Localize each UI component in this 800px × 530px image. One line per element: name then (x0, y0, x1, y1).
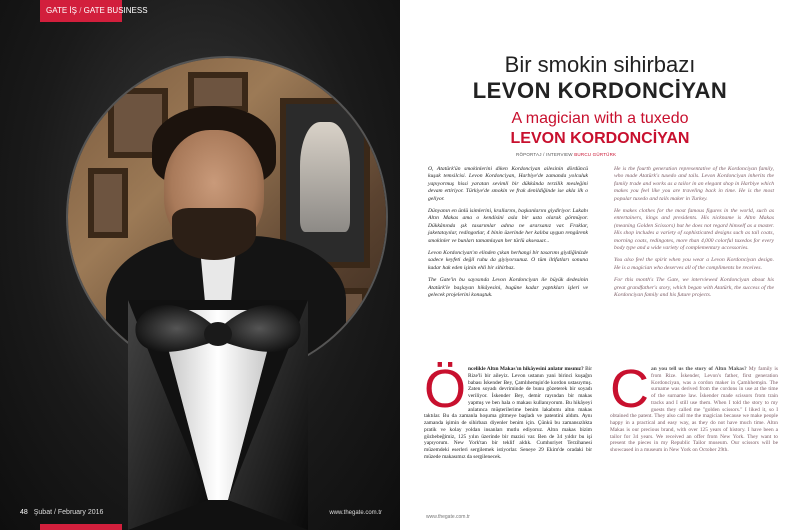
section-separator: / (79, 6, 82, 15)
interview-question: ncelikle Altın Makas'ın hikâyesini anlatır mısınız? (468, 366, 584, 372)
tuxedo-bowtie-graphic (88, 300, 348, 530)
section-tag-en: GATE BUSINESS (83, 6, 148, 15)
footer-site-left: www.thegate.com.tr (329, 510, 382, 516)
intro-paragraph: He makes clothes for the most famous figures in the world, such as entertainers, kings and presidents. His nickname is Altın Makas (meaning Golden Scissors) but he does not regard himself as a master. His shop includes a variety of sophisticated designs such as tail coats, morning coats, redingotes, more than 4,000 colorful tuxedos for every body type and a wide variety of complementary accessories. (614, 208, 774, 252)
bottom-accent-bar (40, 524, 122, 530)
byline-label: RÖPORTAJ / INTERVIEW (516, 152, 573, 157)
page-number: 48 (20, 509, 28, 516)
title-turkish-name: LEVON KORDONCİYAN (472, 78, 728, 103)
body-turkish (424, 359, 592, 461)
intro-english (614, 166, 774, 305)
title-turkish: Bir smokin sihirbazı (504, 52, 696, 77)
body-english (610, 359, 778, 454)
footer-left (20, 509, 103, 516)
title-english-name: LEVON KORDONCİYAN (510, 130, 690, 147)
interview-answer: My family is from Rize. İskender, Levon's father, first generation Kordonciyan, was a cordon maker in Çamlıhemşin. The surname was derived from the cordons in use at the time of the surname law. İskender made scissors from train tracks and I still use them. When I told the story to my guests they called me "golden scissors." I liked it, so I obtained the patent. They also call me the magician because we make people happy in a practical and easy way, as they do not have much time. Altın Makas is our precious brand, with over 125 years of history. I have been a tailor for 34 years. We received an offer from New York. They want to present the pieces in my Republic Tailor museum. Our scissors will be showcased in a museum in New York on October 29th. (610, 366, 778, 453)
drop-cap: C (610, 359, 649, 419)
byline-author: BURCU GÜRTÜRK (574, 152, 617, 157)
drop-cap: Ö (424, 359, 467, 419)
intro-paragraph: The Gate'in bu sayısında Levon Kordonciyan ile büyük dedesinin Atatürk'le başlayan hikâyesini, bugüne kadar yaptıkları işleri ve gelecek projelerini konuştuk. (428, 277, 588, 299)
title-english: A magician with a tuxedo (511, 110, 689, 127)
intro-paragraph: For this month's The Gate, we interviewed Kordonciyan about his great grandfather's story, which began with Atatürk, the success of the Kordonciyan family and his future projects. (614, 277, 774, 299)
section-tag-tr: GATE İŞ (46, 6, 77, 15)
intro-paragraph: He is the fourth generation representative of the Kordonciyan family, who made Atatürk's tuxedo and tails. Levon Kordonciyan inherits the family trade and works as a tailor in an elegant shop in Harbiye which makes you feel like you are traveling back in time. He is the most popular tuxedo and tails maker in Turkey. (614, 166, 774, 202)
footer-site-right: www.thegate.com.tr (426, 514, 470, 520)
right-page (400, 0, 800, 530)
interview-answer: Bir Rize'li bir aileyiz. Levon ustanın yani birinci kuşağın babası İskender Bey, Çamlıhemşin'de kordon ustasıymış. Zaten soyadı devriminde de bunu gözeterek bir soyadı veriliyor. İskender Bey, demir rayından bir makas yapmış ve ben hala o makası kullanıyorum. Bu hikâyeyi anlatınca müşterilerime benim lakabımı altın makas taktılar. Bu da zamanla hoşuma gitmeye başladı ve patentini aldım. Aynı zamanda işimin de sihirbazı diyenler benim için. Çünkü bu zamansızlıkta pratik ve kolay yoldan insanları mutlu ediyoruz. Altın makas bizim gözbebeğimiz, 125 yılın üzerinde bir mazisi var. Ben de 34 yıldır bu işi yapıyorum. New York'tan bir teklif aldık. Cumhuriyet Terzihanesi müzemdeki eserleri sergilemek istiyorlar. Seneye 29 Ekim'de oradaki bir müzede makasımız da sergilenecek. (424, 366, 592, 460)
intro-paragraph: Dünyanın en ünlü isimlerini, krallarını, başkanlarını giydiriyor. Lakabı Altın Makas ama o kendisini asla bir usta olarak görmüyor. Dükkânında şık tasarımlar adına ne ararsanız var. Fraklar, jaketatayılar, redingotlar, 4 binin üzerinde her kalıba uygun rengârenk smokinler ve bunları tamamlayan her türlü aksesuar... (428, 208, 588, 244)
byline (516, 152, 616, 157)
interview-question: an you tell us the story of Altın Makas? (651, 366, 747, 372)
man-beard (172, 208, 256, 260)
intro-paragraph: O, Atatürk'ün smokinlerini diken Kordonciyan ailesinin dördüncü kuşak temsilcisi. Levon Kordonciyan, Harbiye'de zamanda yolculuk yapıyormuş hissi yaratan sevimli bir dükkânda terzilik mesleğini devam ettiriyor. Türkiye'de smokin ve frak denildiğinde ise akla ilk o geliyor. (428, 166, 588, 202)
intro-paragraph: You also feel the spirit when you wear a Levon Kordonciyan design. He is a magician who deserves all of the compliments he receives. (614, 257, 774, 271)
issue-date: Şubat / February 2016 (33, 509, 104, 516)
intro-turkish (428, 166, 588, 305)
section-tag (40, 0, 148, 22)
intro-paragraph: Levon Kordonciyan'ın elinden çıkan herhangi bir tasarımı giydiğinizde sadece keyfeti değil ruhu da giyiyorsunuz. O tüm iltifatları sonuna kadar hak eden işinin ehli bir sihirbaz. (428, 250, 588, 271)
wall-frame (88, 168, 128, 238)
